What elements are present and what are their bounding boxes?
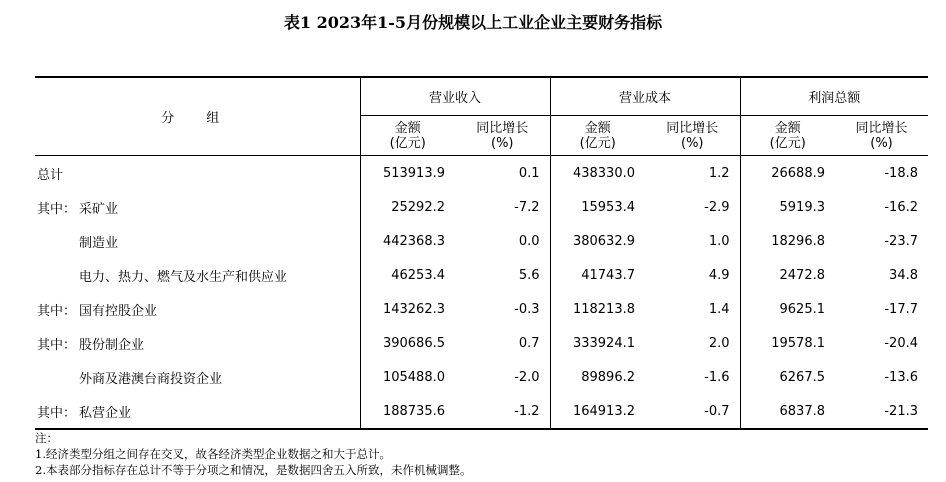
table-title: 表1 2023年1-5月份规模以上工业企业主要财务指标: [283, 13, 663, 32]
row-label: [35, 292, 360, 326]
growth-cell: 0.0: [518, 233, 540, 249]
amount-cell: 143262.3: [382, 301, 445, 317]
growth-cell: -18.8: [884, 165, 918, 181]
row-prefix: 其中：: [37, 337, 77, 353]
row-name: 电力、热力、燃气及水生产和供应业: [79, 269, 288, 285]
amount-cell: 6837.8: [740, 394, 835, 429]
row-name: 股份制企业: [79, 337, 145, 353]
sub-header-amount: 金额 (亿元): [360, 116, 455, 156]
amount-cell: 442368.3: [382, 233, 445, 249]
growth-cell: -7.2: [514, 199, 540, 215]
amount-cell: 105488.0: [382, 369, 445, 385]
growth-cell: -16.2: [884, 199, 918, 215]
growth-cell: -20.4: [884, 335, 918, 351]
growth-cell: 0.1: [518, 165, 540, 181]
amount-cell: 41743.7: [550, 258, 645, 292]
group-header: 分 组: [35, 77, 360, 156]
growth-cell: -1.6: [704, 369, 730, 385]
growth-cell: 2.0: [708, 335, 730, 351]
row-name: 制造业: [79, 235, 119, 251]
growth-cell: -23.7: [884, 233, 918, 249]
amount-cell: 26688.9: [740, 156, 835, 191]
metric-header-profit: 利润总额: [740, 77, 928, 116]
amount-cell: 46253.4: [391, 267, 445, 283]
growth-cell: -17.7: [884, 301, 918, 317]
amount-cell: 89896.2: [550, 360, 645, 394]
table-row: [35, 326, 928, 360]
financial-indicators-table: [35, 76, 928, 430]
amount-cell: 513913.9: [382, 165, 445, 181]
row-prefix: 其中：: [37, 201, 77, 217]
row-label: [35, 394, 360, 429]
growth-cell: 4.9: [708, 267, 730, 283]
sub-header-growth: 同比增长 (%): [835, 116, 928, 156]
row-label: [35, 258, 360, 292]
table-row: [35, 292, 928, 326]
row-name: 国有控股企业: [79, 303, 158, 319]
footnote-label: 注：: [35, 431, 58, 445]
growth-cell: -21.3: [835, 394, 928, 429]
amount-cell: 6267.5: [740, 360, 835, 394]
sub-header-amount: 金额 (亿元): [740, 116, 835, 156]
row-name: 私营企业: [79, 405, 132, 421]
row-label: [35, 156, 360, 191]
growth-cell: 34.8: [889, 267, 918, 283]
amount-cell: 438330.0: [550, 156, 645, 191]
row-label: [35, 326, 360, 360]
amount-cell: 390686.5: [382, 335, 445, 351]
amount-cell: 15953.4: [550, 190, 645, 224]
growth-cell: -0.7: [645, 394, 740, 429]
amount-cell: 380632.9: [550, 224, 645, 258]
amount-cell: 333924.1: [550, 326, 645, 360]
row-label: [35, 190, 360, 224]
footnote-item: 1.经济类型分组之间存在交叉，故各经济类型企业数据之和大于总计。: [35, 447, 391, 461]
row-prefix: 总计: [37, 167, 64, 183]
amount-cell: 118213.8: [550, 292, 645, 326]
row-prefix: 其中：: [37, 303, 77, 319]
amount-cell: 18296.8: [740, 224, 835, 258]
row-label: [35, 224, 360, 258]
sub-header-growth: 同比增长 (%): [645, 116, 740, 156]
growth-cell: 1.0: [708, 233, 730, 249]
row-label: [35, 360, 360, 394]
row-prefix: 其中：: [37, 405, 77, 421]
amount-cell: 25292.2: [391, 199, 445, 215]
table-row: [35, 360, 928, 394]
table-row: [35, 258, 928, 292]
sub-header-amount: 金额 (亿元): [550, 116, 645, 156]
growth-cell: -0.3: [514, 301, 540, 317]
metric-header-revenue: 营业收入: [360, 77, 550, 116]
amount-cell: 5919.3: [740, 190, 835, 224]
amount-cell: 19578.1: [740, 326, 835, 360]
growth-cell: -13.6: [884, 369, 918, 385]
table-row: [35, 394, 928, 429]
table-row: [35, 224, 928, 258]
growth-cell: -2.9: [704, 199, 730, 215]
amount-cell: 188735.6: [360, 394, 455, 429]
growth-cell: 5.6: [518, 267, 540, 283]
growth-cell: 1.4: [708, 301, 730, 317]
growth-cell: -2.0: [514, 369, 540, 385]
amount-cell: 164913.2: [550, 394, 645, 429]
table-row: [35, 190, 928, 224]
row-name: 采矿业: [79, 201, 119, 217]
sub-header-growth: 同比增长 (%): [455, 116, 550, 156]
row-name: 外商及港澳台商投资企业: [79, 371, 223, 387]
growth-cell: -1.2: [455, 394, 550, 429]
table-row: [35, 156, 928, 191]
amount-cell: 9625.1: [740, 292, 835, 326]
amount-cell: 2472.8: [740, 258, 835, 292]
footnote-item: 2.本表部分指标存在总计不等于分项之和情况，是数据四舍五入所致，未作机械调整。: [35, 463, 472, 477]
metric-header-cost: 营业成本: [550, 77, 740, 116]
footnotes: [35, 430, 471, 478]
growth-cell: 1.2: [708, 165, 730, 181]
growth-cell: 0.7: [518, 335, 540, 351]
